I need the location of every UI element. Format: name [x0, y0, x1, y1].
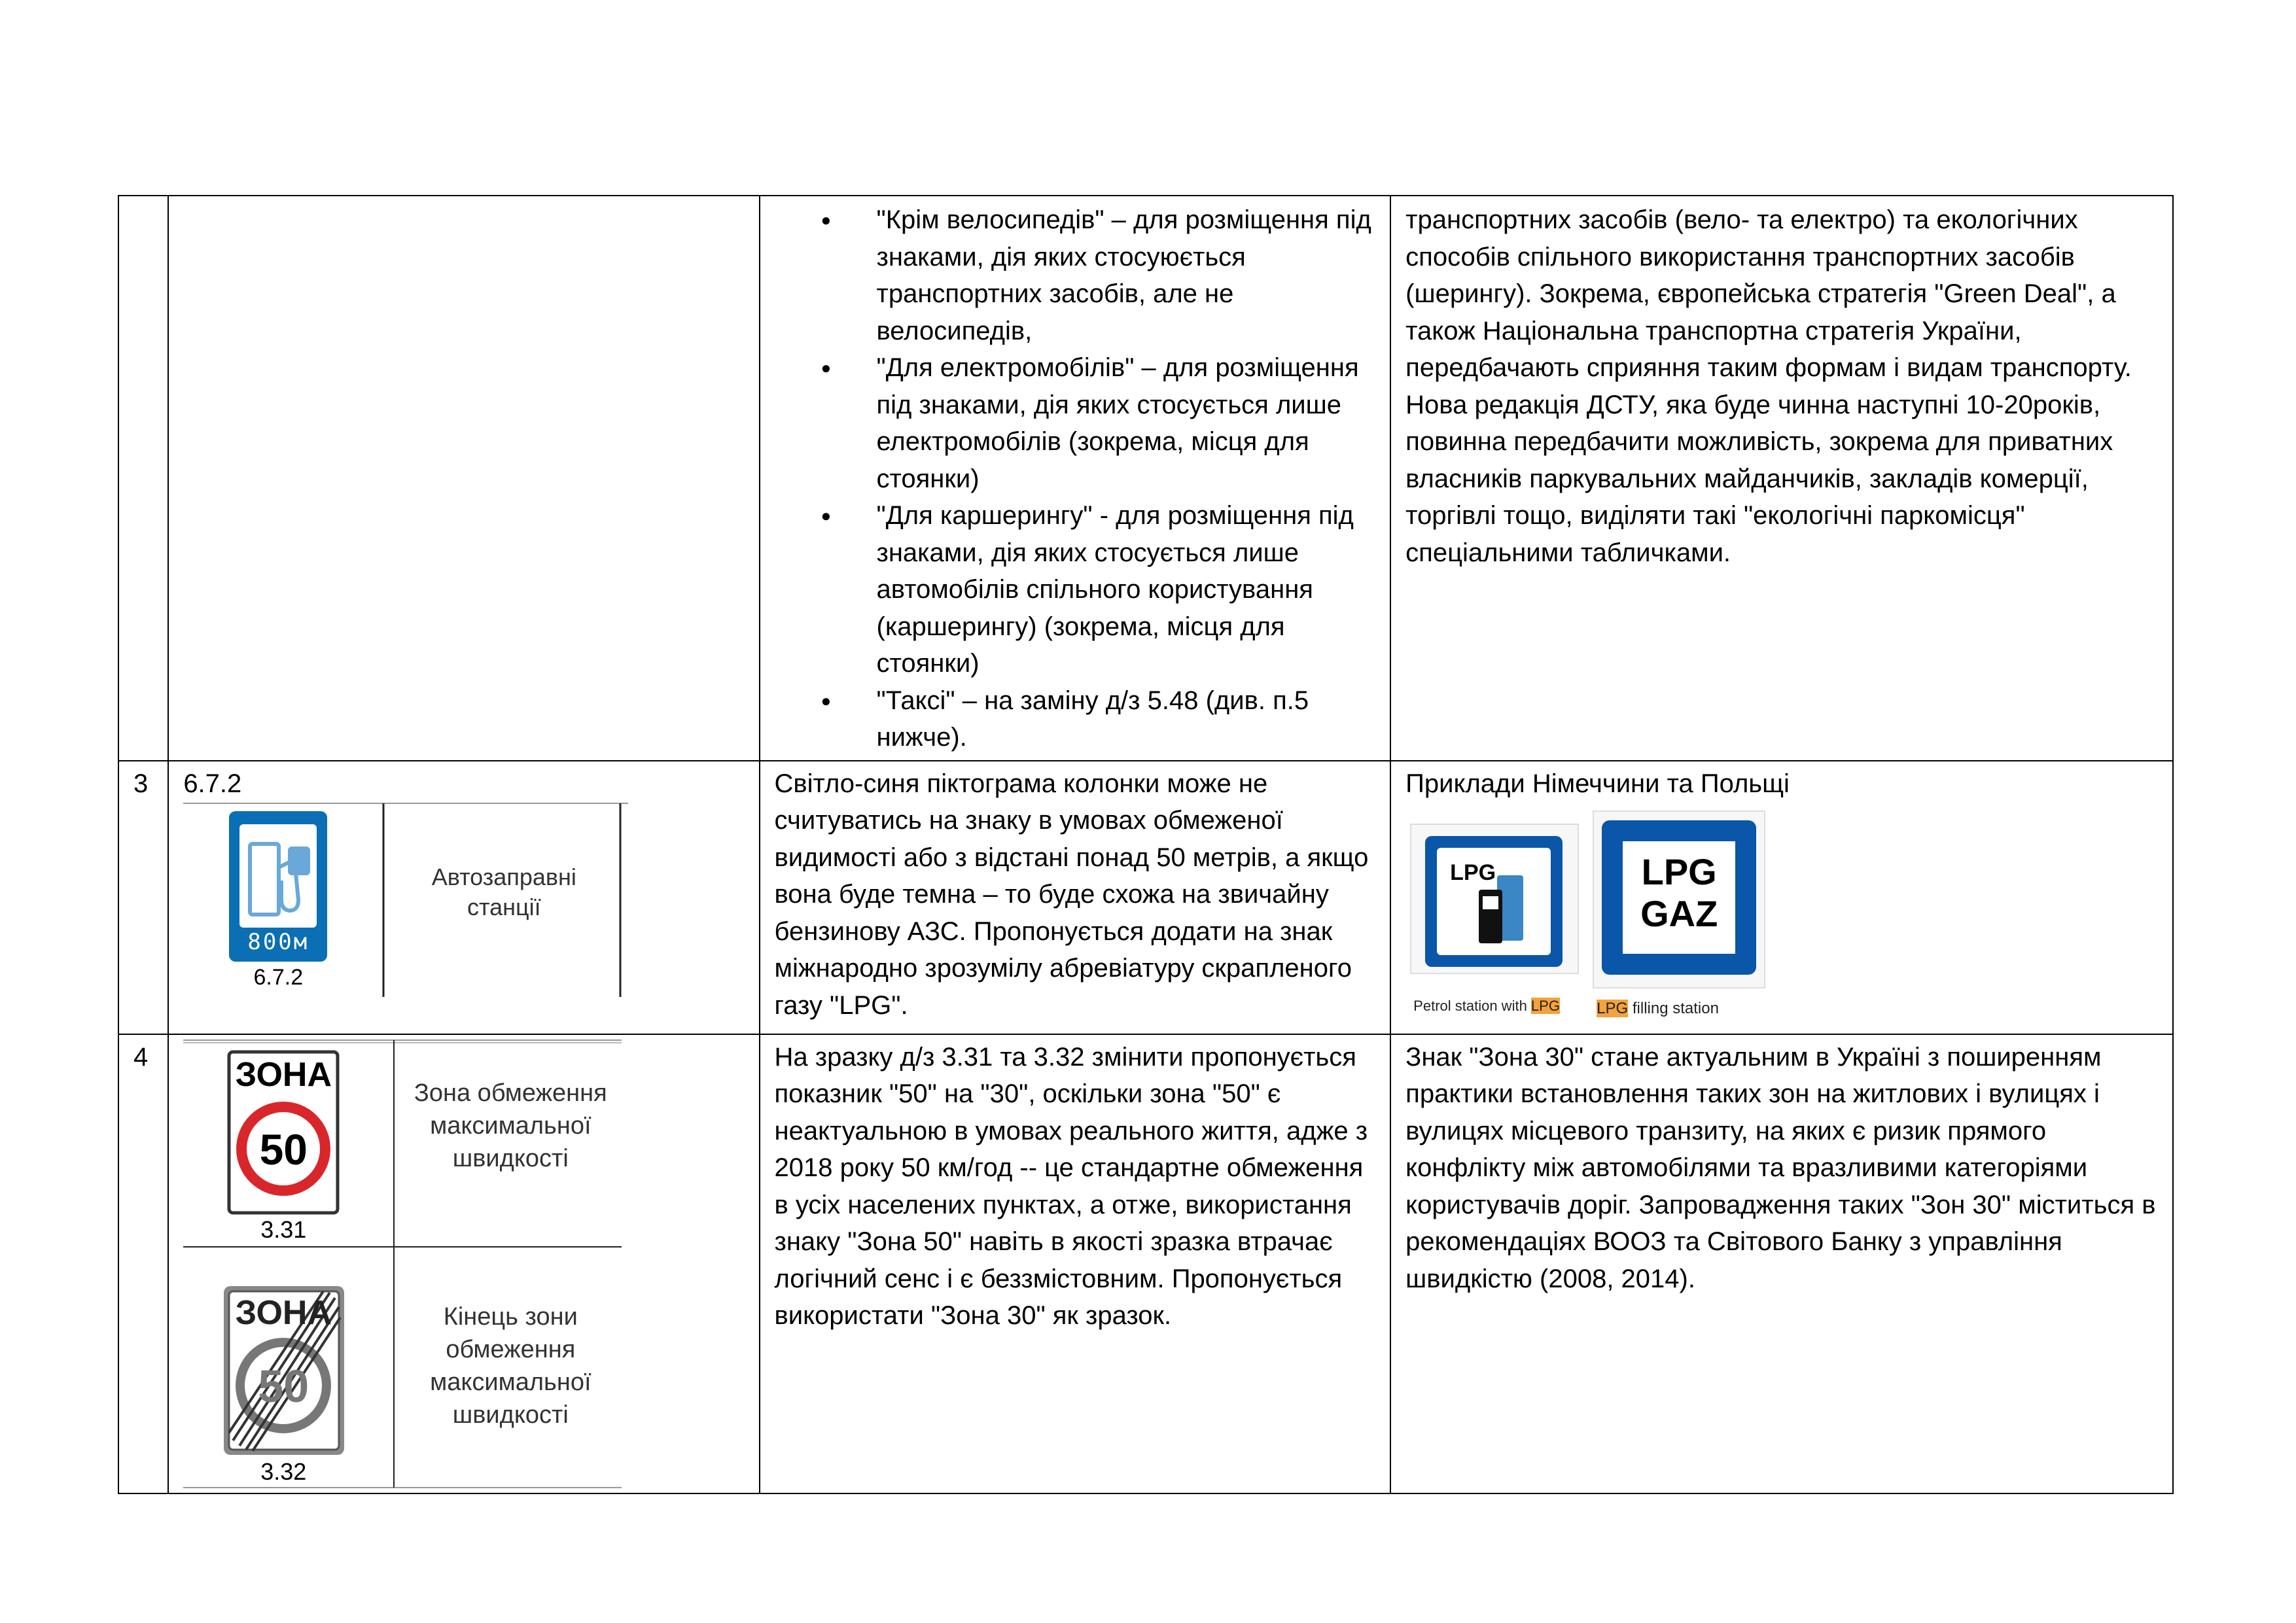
proposal-text: На зразку д/з 3.31 та 3.32 змінити пропонується показник "50" на "30", оскільки зона "50" є неактуальною в умовах реального життя, адже з 2018 року 50 км/год -- це стандартне обмеження в усіх населених пунктах, а отже, використання знаку "Зона 50" навіть в якості зразка втрачає логічний сенс і є беззмістовним. Пропонується використати "Зона 30" як зразок.: [774, 1042, 1368, 1330]
examples-title: Приклади Німеччини та Польщі: [1405, 769, 1790, 798]
justification-cell: [1390, 1034, 2173, 1493]
list-item: ● "Для електромобілів" – для розміщення під знаками, дія яких стосується лише електромобілів (зокрема, місця для стоянки): [877, 349, 1376, 497]
proposal-cell: [760, 1034, 1391, 1493]
sign-figure-fuel: [183, 802, 744, 998]
bullet-list: [775, 201, 1376, 756]
zone-sign-top-text: ЗОНА: [235, 1055, 332, 1094]
sign-code: 6.7.2: [183, 769, 242, 798]
polish-sign-text-2: GAZ: [1640, 893, 1718, 934]
caption-text: Petrol station with: [1413, 998, 1531, 1014]
caption-highlight: LPG: [1530, 998, 1560, 1014]
zone-end-sign-value: 50: [258, 1360, 309, 1412]
table-row: [118, 196, 2173, 761]
caption-highlight: LPG: [1597, 1000, 1629, 1017]
examples-figure: [1405, 807, 2158, 1017]
list-item: ● "Для каршерингу" - для розміщення під знаками, дія яких стосується лише автомобілів спільного користування (каршерингу) (зокрема, місця для стоянки): [877, 497, 1376, 682]
row-number-cell: 4: [118, 1034, 168, 1493]
zone-end-sign-label: Кінець зони обмеження максимальної швидкості: [430, 1302, 592, 1429]
zone-sign-value: 50: [259, 1125, 308, 1174]
polish-sign-caption: [1597, 990, 1719, 1028]
sign-distance: 800м: [247, 929, 309, 955]
german-sign-text: LPG: [1450, 860, 1496, 885]
zone-sign-code: 3.31: [260, 1215, 307, 1243]
sign-label: Автозаправні станції: [431, 864, 576, 920]
table-row: [118, 761, 2173, 1034]
justification-text: Знак "Зона 30" стане актуальним в Україні з поширенням практики встановлення таких зон на житлових і вулицях і вулицях місцевого транзиту, на яких є ризик прямого конфлікту між автомобілями та вразливими категоріями користувачів доріг. Запровадження таких "Зон 30" міститься в рекомендаціях ВООЗ та Світового Банку з управління швидкістю (2008, 2014).: [1405, 1042, 2156, 1293]
proposal-cell: [760, 196, 1391, 761]
sign-cell: [168, 196, 759, 761]
justification-cell: [1390, 761, 2173, 1034]
proposal-cell: [760, 761, 1391, 1034]
german-sign-caption: [1413, 988, 1560, 1025]
list-item: ● "Таксі" – на заміну д/з 5.48 (див. п.5 нижче).: [877, 682, 1376, 756]
row-number-cell: 3: [118, 761, 168, 1034]
justification-cell: [1390, 196, 2173, 761]
polish-sign-text-1: LPG: [1641, 851, 1717, 892]
caption-text: filling station: [1628, 1000, 1719, 1017]
proposals-table: [118, 195, 2174, 1494]
sign-cell: [168, 1034, 759, 1493]
zone-sign-label: Зона обмеження максимальної швидкості: [414, 1079, 607, 1172]
list-item: ● "Крім велосипедів" – для розміщення під знаками, дія яких стосуюється транспортних засобів, але не велосипедів,: [877, 201, 1376, 349]
lpg-examples-image: [1405, 807, 1798, 1010]
row-number-cell: [118, 196, 168, 761]
justification-text: транспортних засобів (вело- та електро) та екологічних способів спільного використання транспортних засобів (шерингу). Зокрема, європейська стратегія "Green Deal", а також Національна транспортна стратегія України, передбачають сприяння таким формам і видам транспорту. Нова редакція ДСТУ, яка буде чинна наступні 10-20років, повинна передбачити можливість, зокрема для приватних власників паркувальних майданчиків, закладів комерції, торгівлі тощо, виділяти такі "екологічні паркомісця" спеціальними табличками.: [1405, 205, 2132, 567]
sign-caption: 6.7.2: [253, 965, 304, 990]
proposal-text: Світло-синя піктограма колонки може не считуватись на знаку в умовах обмеженої видимості або з відстані понад 50 метрів, а якщо вона буде темна – то буде схожа на звичайну бензинову АЗС. Пропонується додати на знак міжнародно зрозумілу абревіатуру скрапленого газу "LPG".: [774, 769, 1369, 1020]
sign-cell: [168, 761, 759, 1034]
zone-end-sign-top-text: ЗОНА: [235, 1293, 332, 1332]
zone-signs-figure: [183, 1038, 744, 1489]
zone-end-sign-code: 3.32: [260, 1457, 307, 1485]
table-row: [118, 1034, 2173, 1493]
